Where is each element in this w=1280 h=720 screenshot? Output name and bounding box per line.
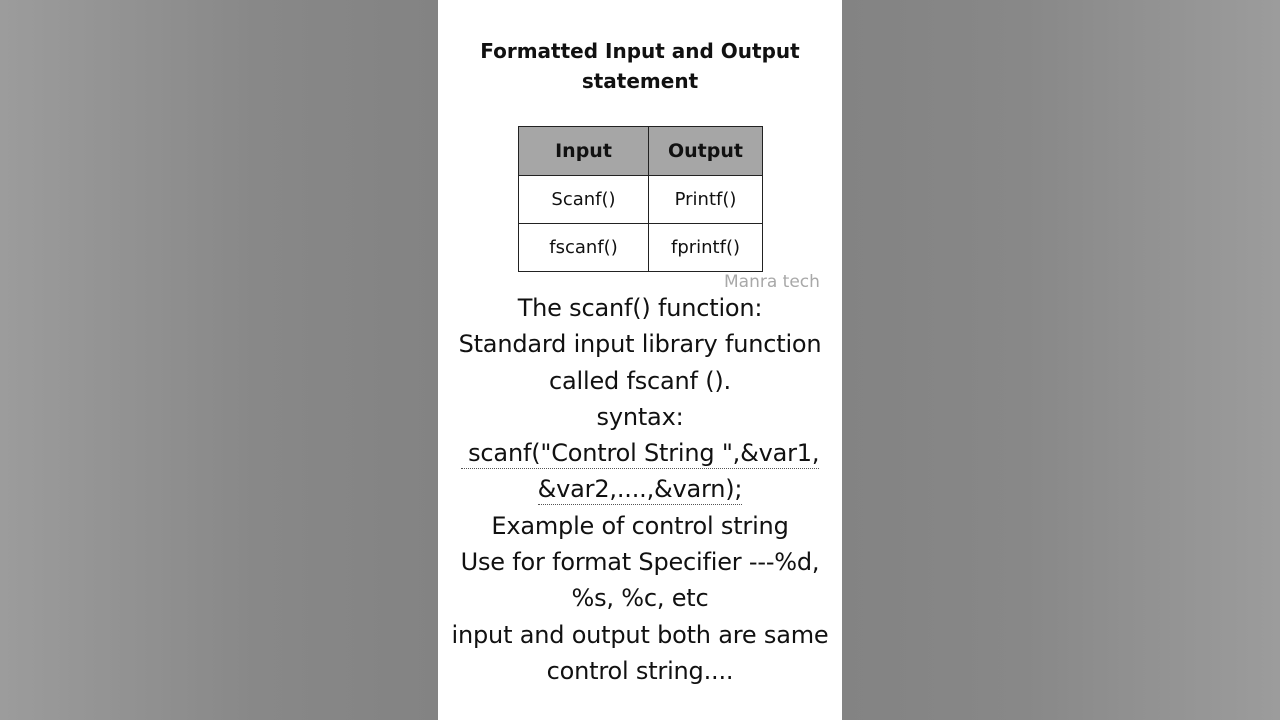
syntax-line bbox=[438, 471, 842, 507]
slide-body-text bbox=[438, 290, 842, 689]
body-line: The scanf() function: bbox=[517, 294, 763, 322]
table-cell: fprintf() bbox=[649, 224, 763, 272]
body-line: Standard input library function bbox=[458, 330, 822, 359]
slide-title bbox=[438, 36, 842, 96]
table-header-output: Output bbox=[649, 127, 763, 176]
body-line: input and output both are same bbox=[451, 620, 829, 649]
slide-title-line-2: statement bbox=[581, 69, 699, 93]
body-line: control string.... bbox=[546, 656, 734, 685]
table-row bbox=[519, 176, 763, 224]
syntax-line-text: scanf("Control String ",&var1, bbox=[460, 439, 820, 468]
body-line: called fscanf (). bbox=[549, 366, 731, 395]
syntax-line-text: &var2,....,&varn); bbox=[537, 475, 743, 504]
table-header-input: Input bbox=[519, 127, 649, 176]
table-cell: Scanf() bbox=[519, 176, 649, 224]
body-line: Use for format Specifier ---%d, bbox=[460, 548, 820, 577]
table-row bbox=[519, 224, 763, 272]
body-line: syntax: bbox=[596, 402, 684, 431]
body-line: %s, %c, etc bbox=[571, 584, 709, 613]
io-functions-table bbox=[518, 126, 763, 272]
body-line: Example of control string bbox=[491, 511, 789, 540]
syntax-line bbox=[438, 435, 842, 471]
watermark-text: Manra tech bbox=[724, 272, 820, 292]
table-cell: fscanf() bbox=[519, 224, 649, 272]
slide-title-line-1: Formatted Input and Output bbox=[480, 39, 800, 63]
slide-card bbox=[438, 0, 842, 720]
table-cell: Printf() bbox=[649, 176, 763, 224]
table-header-row bbox=[519, 127, 763, 176]
